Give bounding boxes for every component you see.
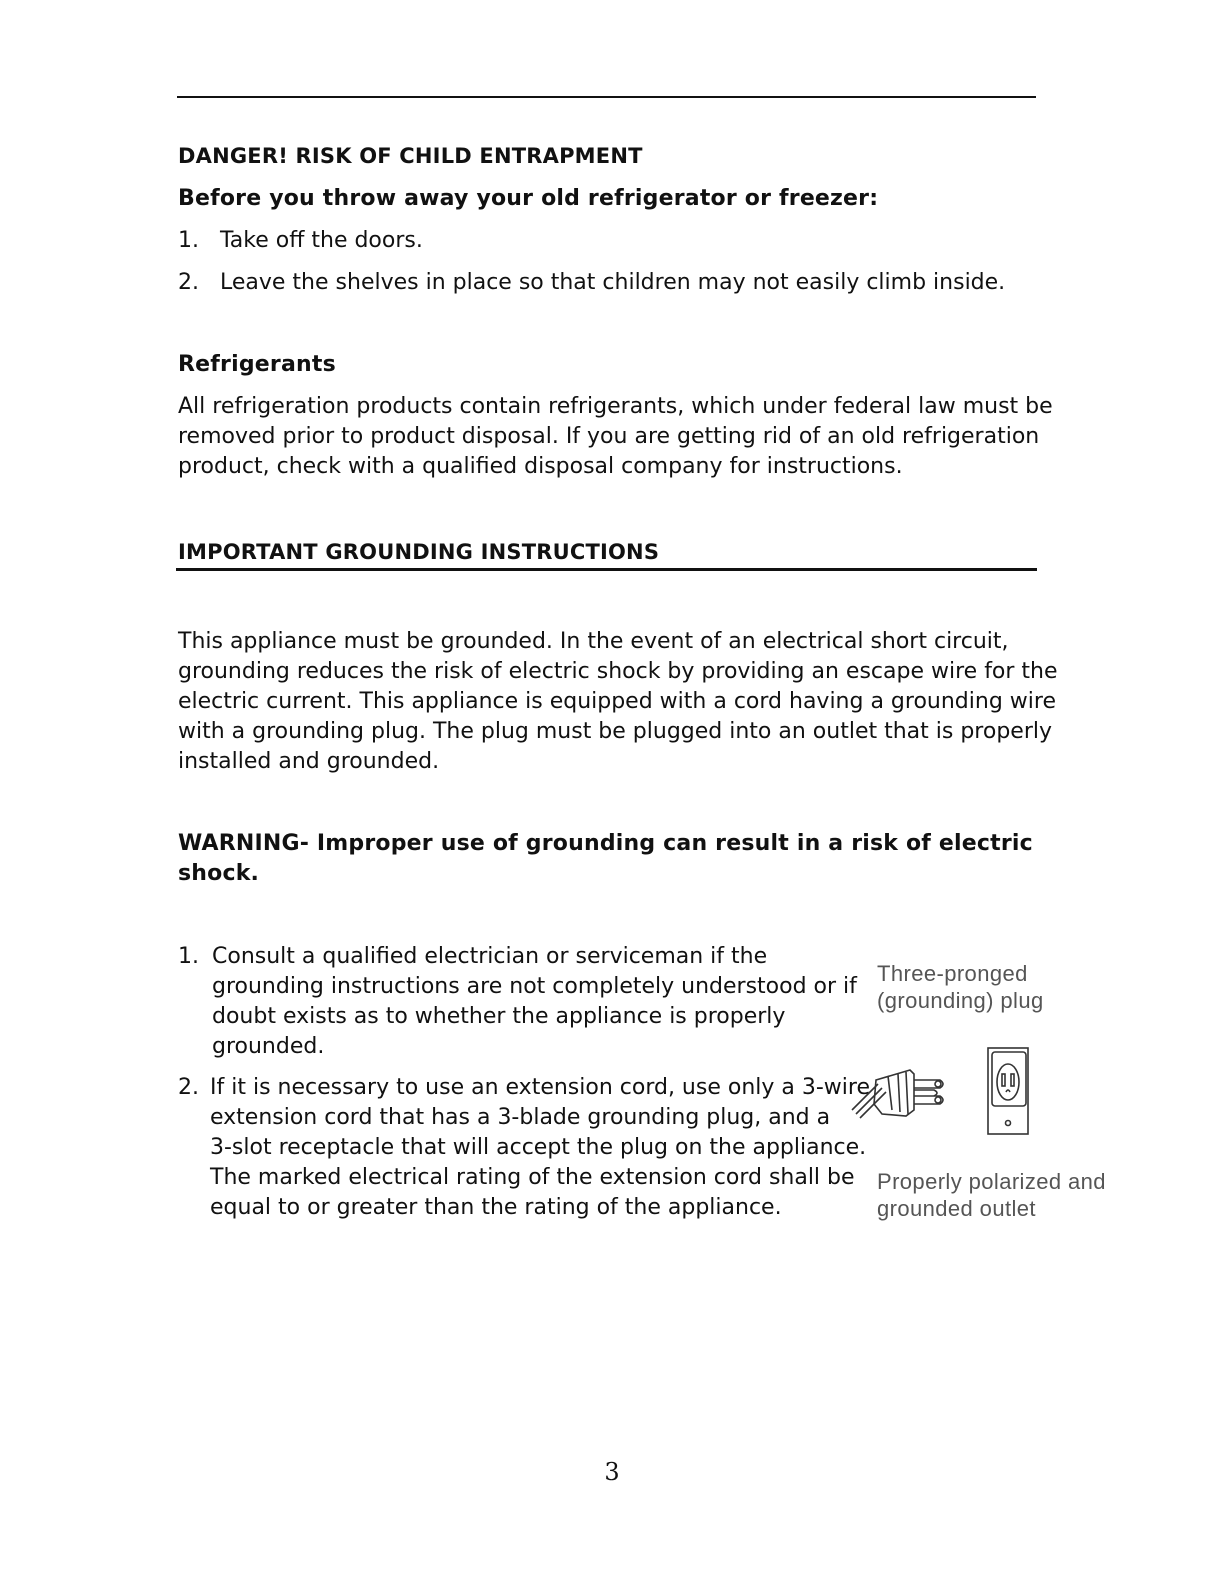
step-text: Take off the doors. [220, 228, 423, 253]
item-number: 2. [178, 1075, 199, 1100]
page-number: 3 [604, 1458, 620, 1486]
top-rule [177, 96, 1036, 98]
refrigerants-paragraph [178, 392, 1053, 482]
item-line: grounding instructions are not completely understood or if [212, 974, 857, 999]
paragraph-line: This appliance must be grounded. In the event of an electrical short circuit, [178, 629, 1009, 654]
caption-line: Properly polarized and [877, 1169, 1106, 1194]
danger-subheading: Before you throw away your old refrigerator or freezer: [178, 186, 879, 211]
grounding-heading: IMPORTANT GROUNDING INSTRUCTIONS [178, 540, 660, 564]
step-number: 1. [178, 228, 199, 253]
item-line: grounded. [212, 1034, 325, 1059]
caption-line: (grounding) plug [877, 988, 1044, 1013]
plug-caption [877, 960, 1044, 1014]
caption-line: grounded outlet [877, 1196, 1036, 1221]
step-number: 2. [178, 270, 199, 295]
item-line: 3-slot receptacle that will accept the plug on the appliance. [210, 1135, 867, 1160]
paragraph-line: installed and grounded. [178, 749, 440, 774]
paragraph-line: All refrigeration products contain refrigerants, which under federal law must be [178, 394, 1053, 419]
three-prong-plug-icon [852, 1070, 943, 1118]
refrigerants-heading: Refrigerants [178, 352, 336, 377]
item-line: doubt exists as to whether the appliance is properly [212, 1004, 786, 1029]
grounded-outlet-icon [988, 1048, 1028, 1134]
plug-outlet-illustration [848, 1044, 1038, 1138]
item-line: Consult a qualified electrician or serviceman if the [212, 944, 768, 969]
caption-line: Three-pronged [877, 961, 1028, 986]
grounding-paragraph [178, 627, 1058, 777]
warning-text [178, 829, 1033, 889]
item-line: equal to or greater than the rating of the appliance. [210, 1195, 782, 1220]
step-text: Leave the shelves in place so that children may not easily climb inside. [220, 270, 1006, 295]
paragraph-line: grounding reduces the risk of electric shock by providing an escape wire for the [178, 659, 1058, 684]
warning-line: shock. [178, 861, 260, 886]
paragraph-line: with a grounding plug. The plug must be plugged into an outlet that is properly [178, 719, 1052, 744]
item-line: If it is necessary to use an extension cord, use only a 3-wire [210, 1075, 871, 1100]
item-number: 1. [178, 944, 199, 969]
paragraph-line: product, check with a qualified disposal company for instructions. [178, 454, 903, 479]
paragraph-line: removed prior to product disposal. If you are getting rid of an old refrigeration [178, 424, 1040, 449]
item-line: The marked electrical rating of the extension cord shall be [210, 1165, 855, 1190]
grounding-rule [176, 568, 1037, 571]
paragraph-line: electric current. This appliance is equipped with a cord having a grounding wire [178, 689, 1056, 714]
item-line: extension cord that has a 3-blade grounding plug, and a [210, 1105, 831, 1130]
warning-line: WARNING- Improper use of grounding can result in a risk of electric [178, 831, 1033, 856]
outlet-caption [877, 1168, 1106, 1222]
danger-heading: DANGER! RISK OF CHILD ENTRAPMENT [178, 144, 643, 168]
